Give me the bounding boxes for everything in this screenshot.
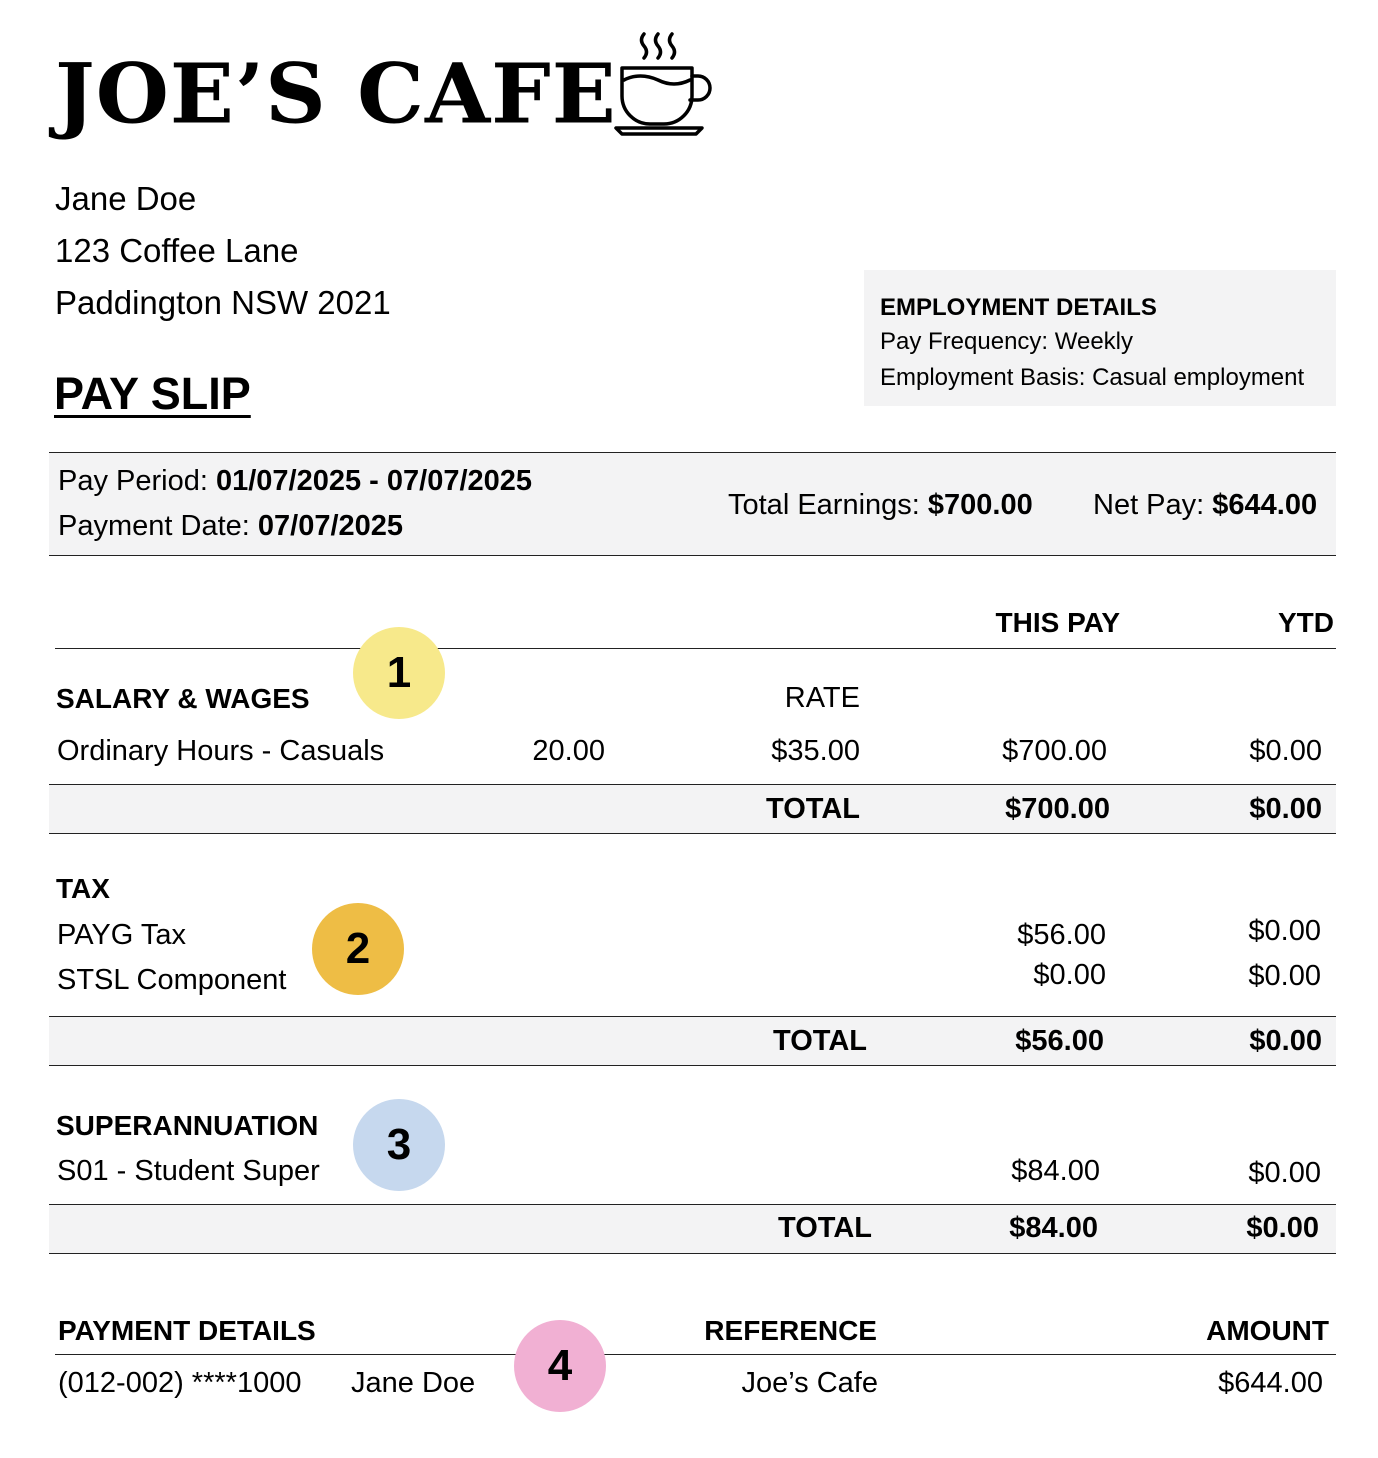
salary-row-label: Ordinary Hours - Casuals [57,735,385,767]
tax-row-this-pay: $0.00 [1033,959,1106,991]
salary-heading: SALARY & WAGES [56,683,310,714]
pay-period-value: 01/07/2025 - 07/07/2025 [215,465,533,497]
total-earnings [728,489,1033,522]
salary-row-ytd: $0.00 [1249,735,1322,767]
tax-row-ytd: $0.00 [1248,915,1321,947]
employment-basis: Employment Basis: Casual employment [880,364,1305,391]
payment-date-label: Payment Date: [58,510,258,542]
pay-frequency: Pay Frequency: Weekly [880,328,1133,355]
employment-details-heading: EMPLOYMENT DETAILS [880,294,1157,321]
super-total-ytd: $0.00 [1246,1212,1319,1244]
tax-row-label: PAYG Tax [57,919,186,951]
employment-details-box [864,270,1336,406]
super-heading: SUPERANNUATION [56,1110,319,1141]
amount-header: AMOUNT [1206,1315,1329,1346]
tax-total-band [49,1016,1336,1066]
total-earnings-value: $700.00 [927,489,1033,521]
tax-row-label: STSL Component [57,964,287,996]
tax-row-this-pay: $56.00 [1017,919,1106,951]
salary-row-this-pay: $700.00 [1002,735,1107,767]
tax-row-ytd: $0.00 [1248,960,1321,992]
divider [55,648,1336,649]
payment-details-heading: PAYMENT DETAILS [58,1315,316,1346]
section-badge-2: 2 [312,903,404,995]
super-row-ytd: $0.00 [1248,1157,1321,1189]
salary-total-this-pay: $700.00 [1005,793,1110,825]
super-row-label: S01 - Student Super [57,1155,320,1187]
salary-total-ytd: $0.00 [1249,793,1322,825]
payment-account: (012-002) ****1000 [58,1367,302,1399]
total-earnings-label: Total Earnings: [728,489,928,521]
tax-total-ytd: $0.00 [1249,1025,1322,1057]
tax-total-this-pay: $56.00 [1015,1025,1104,1057]
section-badge-3: 3 [353,1099,445,1191]
document-title: PAY SLIP [54,368,251,419]
payment-reference: Joe’s Cafe [741,1367,878,1399]
coffee-cup-icon [612,28,720,138]
salary-row-rate: $35.00 [771,735,860,767]
payment-name: Jane Doe [351,1367,476,1399]
ytd-header: YTD [1278,607,1334,638]
super-total-this-pay: $84.00 [1009,1212,1098,1244]
tax-total-label: TOTAL [773,1025,867,1057]
net-pay [1093,489,1317,522]
super-row-this-pay: $84.00 [1011,1155,1100,1187]
super-total-band [49,1204,1336,1254]
net-pay-value: $644.00 [1212,489,1318,521]
payment-date [58,510,403,543]
section-badge-4: 4 [514,1320,606,1412]
brand-title: JOE’S CAFE [55,45,617,143]
rate-header: RATE [784,682,860,714]
employee-name: Jane Doe [55,180,197,217]
super-total-label: TOTAL [778,1212,872,1244]
divider [55,1354,1336,1355]
pay-period-label: Pay Period: [58,465,216,497]
salary-total-label: TOTAL [766,793,860,825]
net-pay-label: Net Pay: [1093,489,1213,521]
salary-total-band [49,784,1336,834]
tax-heading: TAX [56,873,110,904]
payment-amount: $644.00 [1218,1367,1323,1399]
this-pay-header: THIS PAY [995,607,1120,638]
address-line-2: Paddington NSW 2021 [55,284,391,321]
salary-row-hours: 20.00 [532,735,605,767]
address-line-1: 123 Coffee Lane [55,232,299,269]
reference-header: REFERENCE [704,1315,877,1346]
payment-date-value: 07/07/2025 [257,510,404,542]
pay-period [58,465,532,498]
section-badge-1: 1 [353,627,445,719]
